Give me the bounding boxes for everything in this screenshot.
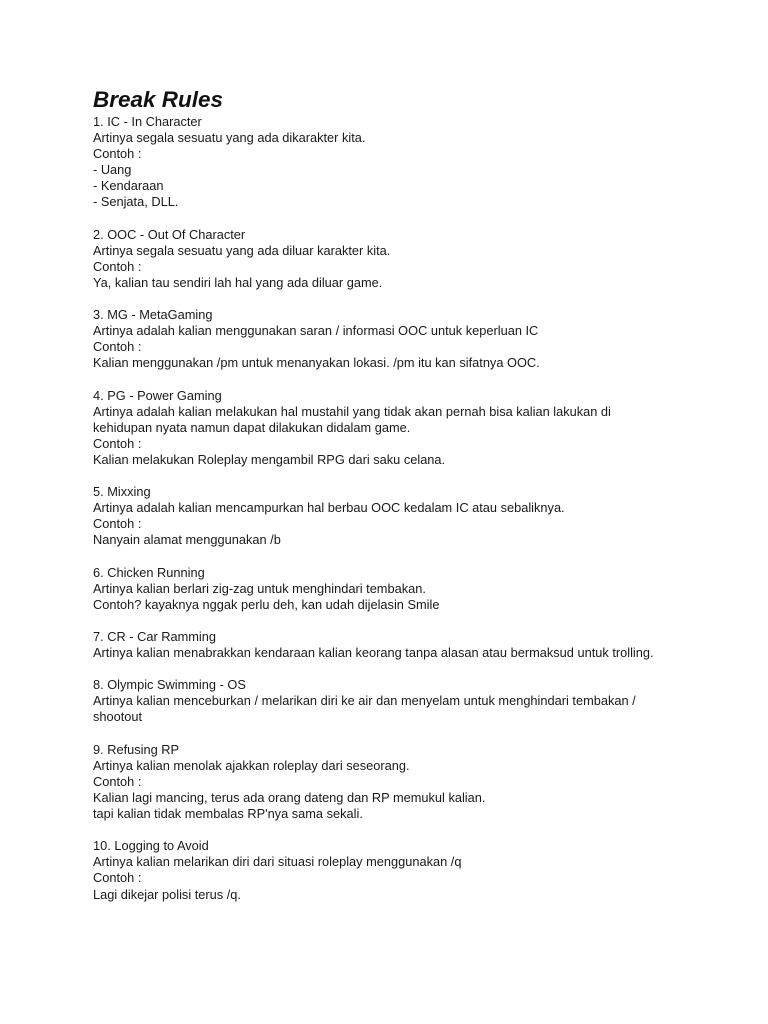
- rule-item: [93, 227, 733, 291]
- rule-text-line: Artinya segala sesuatu yang ada diluar karakter kita.: [93, 242, 391, 258]
- rule-heading: 8. Olympic Swimming - OS: [93, 677, 246, 693]
- rule-text-line: Lagi dikejar polisi terus /q.: [93, 886, 241, 902]
- rule-heading: 2. OOC - Out Of Character: [93, 226, 246, 242]
- rule-item: [93, 114, 733, 211]
- rule-text-line: Kalian lagi mancing, terus ada orang dateng dan RP memukul kalian.: [93, 789, 486, 805]
- document-page: [93, 86, 733, 919]
- rule-item: [93, 388, 733, 468]
- rule-text-line: Contoh :: [93, 339, 142, 355]
- rule-text-line: Artinya segala sesuatu yang ada dikarakter kita.: [93, 130, 366, 146]
- rule-text-line: Ya, kalian tau sendiri lah hal yang ada diluar game.: [93, 274, 383, 290]
- rule-text-line: Kalian melakukan Roleplay mengambil RPG dari saku celana.: [93, 451, 446, 467]
- rule-text-line: Artinya adalah kalian menggunakan saran / informasi OOC untuk keperluan IC: [93, 323, 539, 339]
- rule-heading: 10. Logging to Avoid: [93, 838, 209, 854]
- rules-list: [93, 114, 733, 903]
- rule-item: [93, 838, 733, 902]
- rule-text-line: Contoh? kayaknya nggak perlu deh, kan udah dijelasin Smile: [93, 596, 440, 612]
- rule-text-line: tapi kalian tidak membalas RP'nya sama sekali.: [93, 806, 363, 822]
- rule-item: [93, 677, 733, 725]
- rule-text-line: kehidupan nyata namun dapat dilakukan didalam game.: [93, 419, 411, 435]
- rule-text-line: shootout: [93, 709, 143, 725]
- rule-item: [93, 565, 733, 613]
- rule-item: [93, 629, 733, 661]
- rule-item: [93, 484, 733, 548]
- rule-heading: 1. IC - In Character: [93, 114, 202, 129]
- rule-heading: 3. MG - MetaGaming: [93, 307, 213, 323]
- rule-text-line: Contoh :: [93, 435, 142, 451]
- rule-text-line: Artinya kalian menolak ajakkan roleplay dari seseorang.: [93, 757, 410, 773]
- rule-heading: 7. CR - Car Ramming: [93, 629, 217, 644]
- rule-text-line: Artinya adalah kalian mencampurkan hal berbau OOC kedalam IC atau sebaliknya.: [93, 500, 565, 516]
- rule-text-line: Artinya kalian melarikan diri dari situasi roleplay menggunakan /q: [93, 854, 462, 870]
- rule-heading: 9. Refusing RP: [93, 741, 180, 757]
- rule-heading: 5. Mixxing: [93, 484, 151, 500]
- rule-text-line: Contoh :: [93, 146, 142, 162]
- rule-text-line: - Kendaraan: [93, 178, 164, 194]
- rule-text-line: Artinya kalian berlari zig-zag untuk menghindari tembakan.: [93, 580, 426, 596]
- rule-text-line: Nanyain alamat menggunakan /b: [93, 532, 281, 548]
- rule-text-line: Artinya kalian menceburkan / melarikan diri ke air dan menyelam untuk menghindari tembakan /: [93, 693, 636, 709]
- rule-text-line: - Senjata, DLL.: [93, 194, 179, 210]
- rule-text-line: Artinya kalian menabrakkan kendaraan kalian keorang tanpa alasan atau bermaksud untuk trolling.: [93, 645, 654, 661]
- rule-text-line: Contoh :: [93, 870, 142, 886]
- rule-item: [93, 742, 733, 822]
- rule-heading: 4. PG - Power Gaming: [93, 387, 222, 403]
- rule-text-line: Artinya adalah kalian melakukan hal mustahil yang tidak akan pernah bisa kalian lakukan di: [93, 403, 611, 419]
- rule-text-line: Contoh :: [93, 773, 142, 789]
- rule-item: [93, 307, 733, 371]
- rule-heading: 6. Chicken Running: [93, 564, 205, 580]
- rule-text-line: - Uang: [93, 162, 132, 178]
- document-title: Break Rules: [93, 87, 224, 112]
- rule-text-line: Contoh :: [93, 258, 142, 274]
- rule-text-line: Contoh :: [93, 516, 142, 532]
- rule-text-line: Kalian menggunakan /pm untuk menanyakan lokasi. /pm itu kan sifatnya OOC.: [93, 355, 540, 371]
